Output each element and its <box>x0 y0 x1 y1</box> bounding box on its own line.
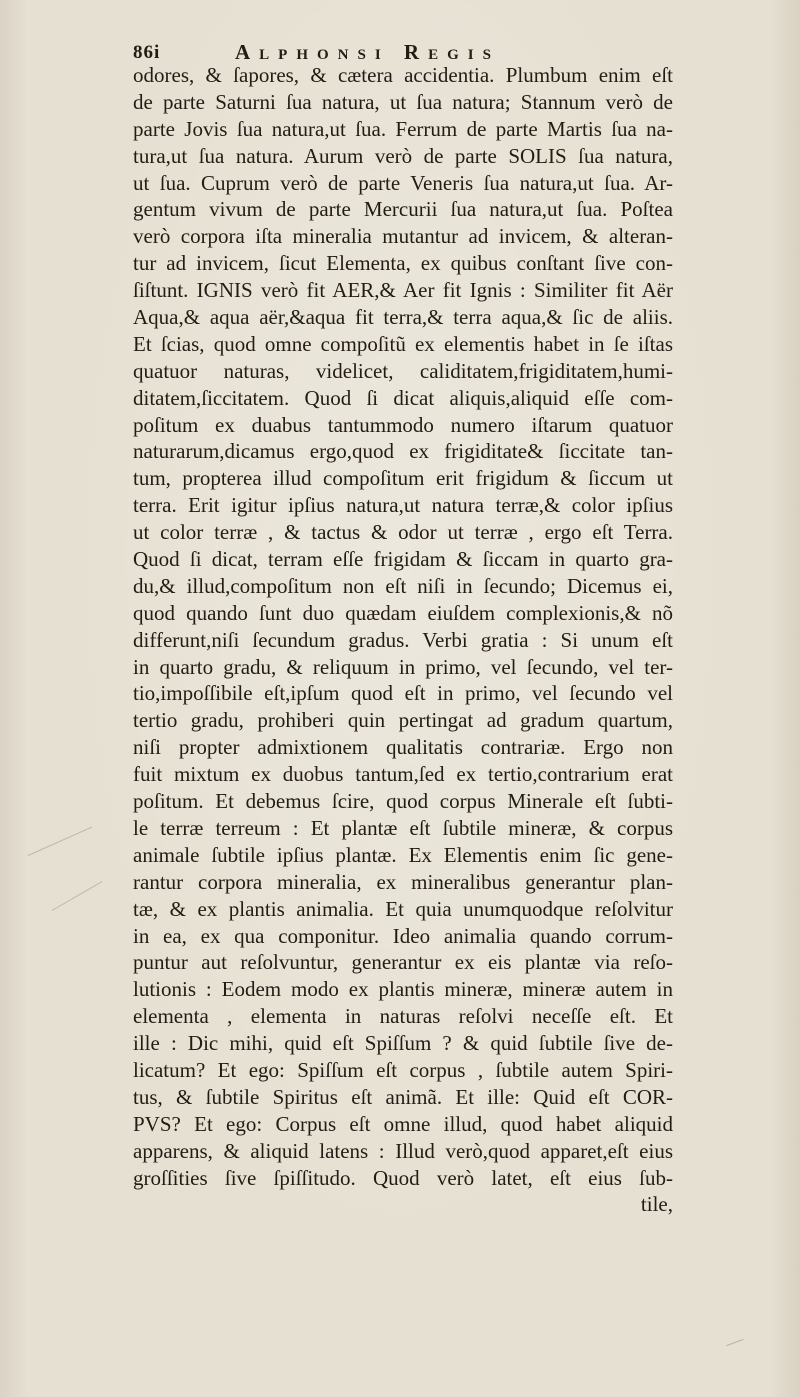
text-line: elementa , elementa in naturas reſolvi neceſſe eſt. Et <box>133 1004 673 1029</box>
text-line: Quod ſi dicat, terram eſſe frigidam & ſiccam in quarto gra- <box>133 547 673 572</box>
text-line: ditatem,ſiccitatem. Quod ſi dicat aliquis,aliquid eſſe com- <box>133 385 673 410</box>
text-line: tio,impoſſibile eſt,ipſum quod eſt in primo, vel ſecundo vel <box>133 681 673 706</box>
text-line: gentum vivum de parte Mercurii ſua natura,ut ſua. Poſtea <box>133 197 673 222</box>
text-line: fuit mixtum ex duobus tantum,ſed ex tertio,contrarium erat <box>133 762 673 787</box>
text-line: tertio gradu, prohiberi quin pertingat ad gradum quartum, <box>133 708 673 733</box>
text-line: tus, & ſubtile Spiritus eſt animã. Et ille: Quid eſt COR- <box>133 1084 673 1109</box>
text-line: verò corpora iſta mineralia mutantur ad invicem, & alteran- <box>133 224 673 249</box>
page-number: 86i <box>133 42 161 63</box>
text-line: terra. Erit igitur ipſius natura,ut natura terræ,& color ipſius <box>133 493 673 518</box>
text-line: lutionis : Eodem modo ex plantis mineræ, mineræ autem in <box>133 977 673 1002</box>
text-line: differunt,niſi ſecundum gradus. Verbi gratia : Si unum eſt <box>133 627 673 652</box>
body-text <box>133 62 673 1218</box>
text-line: ſiſtunt. IGNIS verò fit AER,& Aer fit Ignis : Similiter fit Aër <box>133 278 673 303</box>
text-line: puntur aut reſolvuntur, generantur ex eis plantæ via reſo- <box>133 950 673 975</box>
text-line: quod quando ſunt duo quædam eiuſdem complexionis,& nõ <box>133 600 673 625</box>
text-line: animale ſubtile ipſius plantæ. Ex Elementis enim ſic gene- <box>133 842 673 867</box>
text-line: tur ad invicem, ſicut Elementa, ex quibus conſtant ſive con- <box>133 251 673 276</box>
text-line: in ea, ex qua componitur. Ideo animalia quando corrum- <box>133 923 673 948</box>
text-line: tæ, & ex plantis animalia. Et quia unumquodque reſolvitur <box>133 896 673 921</box>
text-line: tura,ut ſua natura. Aurum verò de parte SOLIS ſua natura, <box>133 143 673 168</box>
text-line: Aqua,& aqua aër,&aqua fit terra,& terra aqua,& ſic de aliis. <box>133 305 673 330</box>
text-line: poſitum ex duabus tantummodo numero iſtarum quatuor <box>133 412 673 437</box>
text-line: le terræ terreum : Et plantæ eſt ſubtile mineræ, & corpus <box>133 815 673 840</box>
text-line: PVS? Et ego: Corpus eſt omne illud, quod habet aliquid <box>133 1111 673 1136</box>
text-line: du,& illud,compoſitum non eſt niſi in ſecundo; Dicemus ei, <box>133 573 673 598</box>
text-line: ut color terræ , & tactus & odor ut terræ , ergo eſt Terra. <box>133 520 673 545</box>
text-line: apparens, & aliquid latens : Illud verò,quod apparet,eſt eius <box>133 1138 673 1163</box>
text-line: poſitum. Et debemus ſcire, quod corpus Minerale eſt ſubti- <box>133 789 673 814</box>
text-line: licatum? Et ego: Spiſſum eſt corpus , ſubtile autem Spiri- <box>133 1057 673 1082</box>
text-line: ut ſua. Cuprum verò de parte Veneris ſua natura,ut ſua. Ar- <box>133 170 673 195</box>
text-line: rantur corpora mineralia, ex mineralibus generantur plan- <box>133 869 673 894</box>
text-line: Et ſcias, quod omne compoſitũ ex elementis habet in ſe iſtas <box>133 331 673 356</box>
text-line: quatuor naturas, videlicet, caliditatem,frigiditatem,humi- <box>133 358 673 383</box>
text-line: parte Jovis ſua natura,ut ſua. Ferrum de parte Martis ſua na- <box>133 116 673 141</box>
text-line: odores, & ſapores, & cætera accidentia. Plumbum enim eſt <box>133 63 673 87</box>
text-line: de parte Saturni ſua natura, ut ſua natura; Stannum verò de <box>133 89 673 114</box>
text-line: naturarum,dicamus ergo,quod ex frigiditate& ſiccitate tan- <box>133 439 673 464</box>
text-line: ille : Dic mihi, quid eſt Spiſſum ? & quid ſubtile ſive de- <box>133 1031 673 1056</box>
running-head: Alphonsi Regis <box>235 40 500 64</box>
text-line: tum, propterea illud compoſitum erit frigidum & ſiccum ut <box>133 466 673 491</box>
text-line: groſſities ſive ſpiſſitudo. Quod verò latet, eſt eius ſub- <box>133 1165 673 1190</box>
text-line: in quarto gradu, & reliquum in primo, vel ſecundo, vel ter- <box>133 654 673 679</box>
text-line: niſi propter admixtionem qualitatis contrariæ. Ergo non <box>133 735 673 760</box>
catchword: tile, <box>640 1192 673 1217</box>
